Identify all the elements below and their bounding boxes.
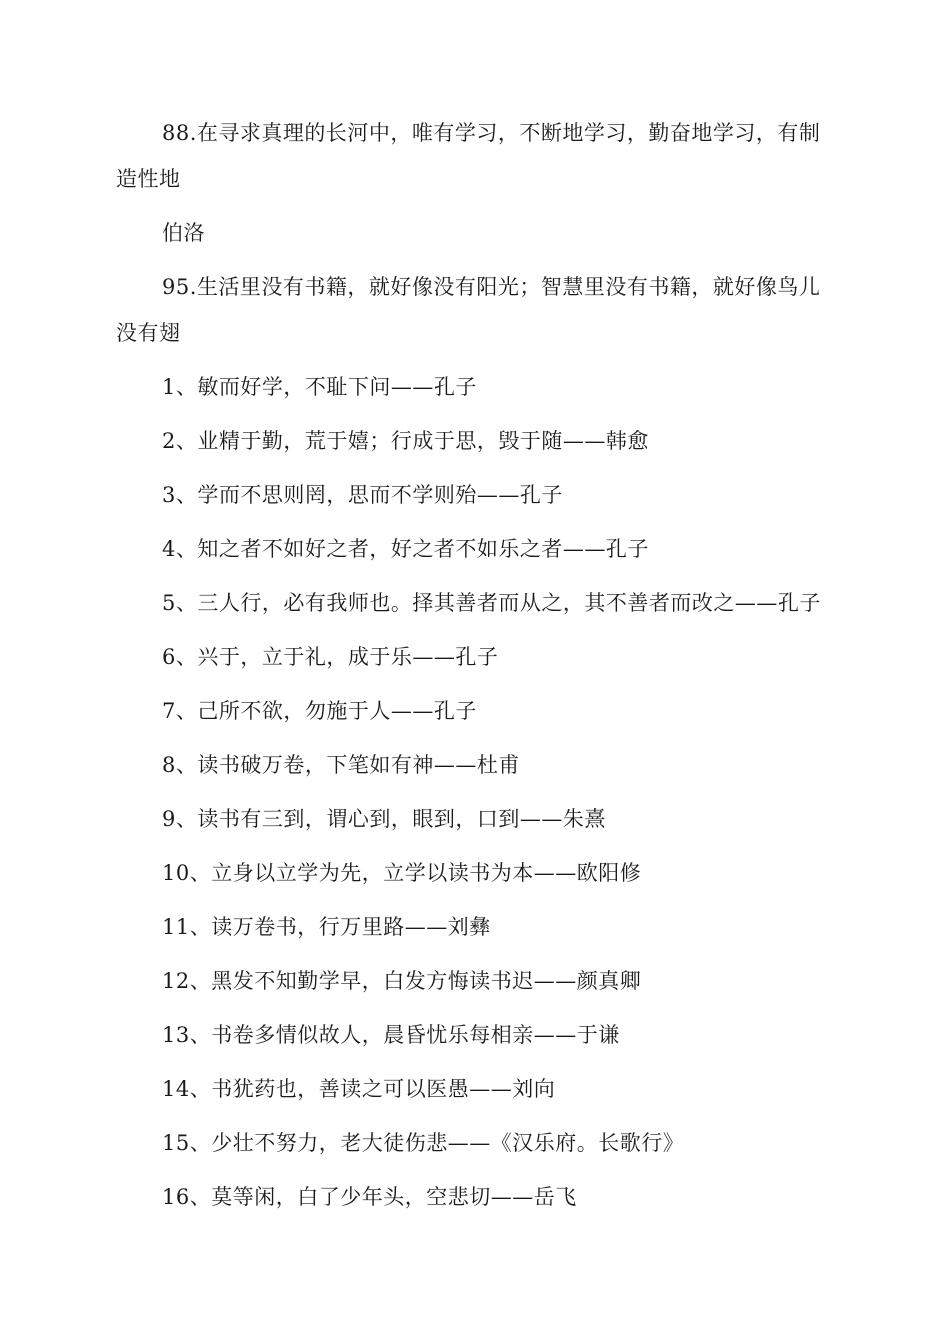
- quote-9: 9、读书有三到，谓心到，眼到，口到——朱熹: [162, 807, 606, 831]
- quote-11: 11、读万卷书，行万里路——刘彝: [162, 915, 491, 939]
- paragraph-95: 95.生活里没有书籍，就好像没有阳光；智慧里没有书籍，就好像鸟儿没有翅: [116, 275, 821, 345]
- quote-5: 5、三人行，必有我师也。择其善者而从之，其不善者而改之——孔子: [162, 591, 821, 615]
- quote-15: 15、少壮不努力，老大徒伤悲——《汉乐府。长歌行》: [162, 1131, 685, 1155]
- quote-2: 2、业精于勤，荒于嬉；行成于思，毁于随——韩愈: [162, 429, 649, 453]
- quote-14: 14、书犹药也，善读之可以医愚——刘向: [162, 1077, 556, 1101]
- quote-7: 7、己所不欲，勿施于人——孔子: [162, 699, 477, 723]
- quote-13: 13、书卷多情似故人，晨昏忧乐每相亲——于谦: [162, 1023, 620, 1047]
- quote-6: 6、兴于，立于礼，成于乐——孔子: [162, 645, 499, 669]
- paragraph-attribution: 伯洛: [162, 221, 205, 245]
- quote-10: 10、立身以立学为先，立学以读书为本——欧阳修: [162, 861, 642, 885]
- quote-4: 4、知之者不如好之者，好之者不如乐之者——孔子: [162, 537, 649, 561]
- quote-8: 8、读书破万卷，下笔如有神——杜甫: [162, 753, 520, 777]
- quote-16: 16、莫等闲，白了少年头，空悲切——岳飞: [162, 1185, 577, 1209]
- quote-3: 3、学而不思则罔，思而不学则殆——孔子: [162, 483, 563, 507]
- quote-1: 1、敏而好学，不耻下问——孔子: [162, 375, 477, 399]
- quote-12: 12、黑发不知勤学早，白发方悔读书迟——颜真卿: [162, 969, 642, 993]
- paragraph-88: 88.在寻求真理的长河中，唯有学习，不断地学习，勤奋地学习，有制造性地: [116, 121, 821, 191]
